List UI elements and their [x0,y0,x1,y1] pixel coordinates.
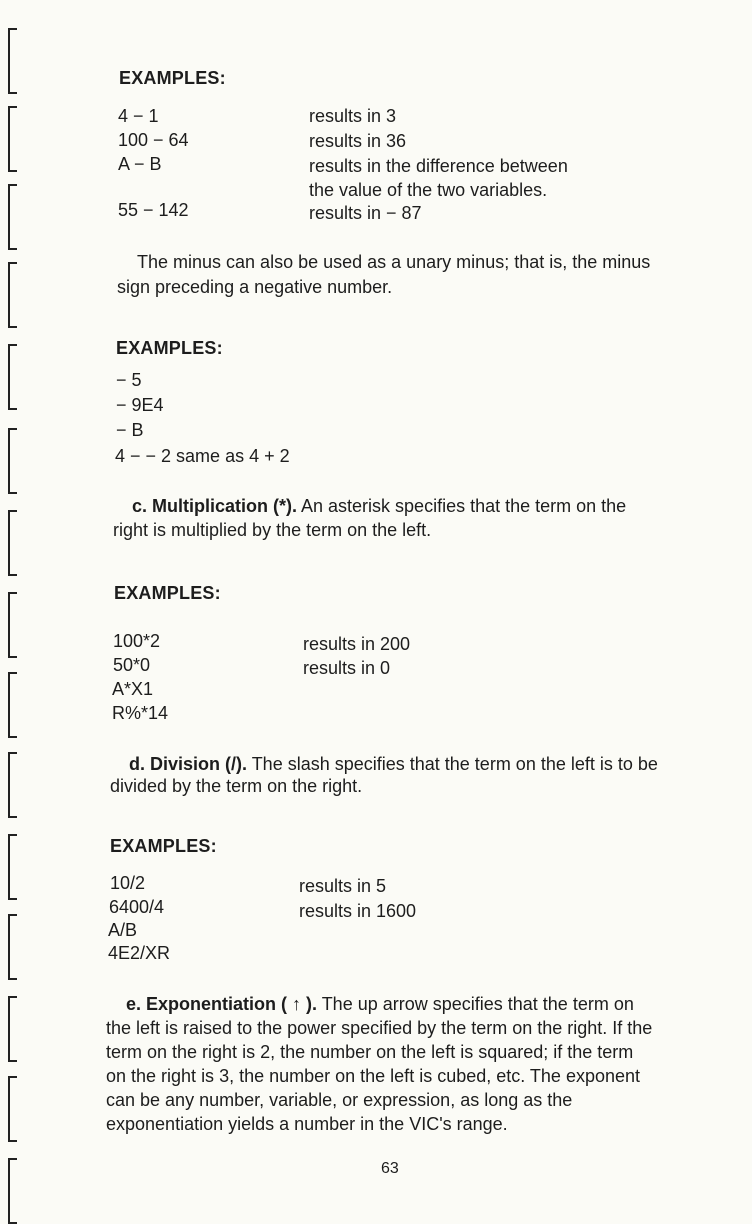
section-title: d. Division (/). [129,754,248,774]
example-expression: − 5 [116,370,142,390]
paragraph-text: The up arrow specifies that the term on [317,994,634,1014]
example-result: results in 36 [309,131,407,151]
paragraph-text: An asterisk specifies that the term on the [297,496,627,516]
binding-bracket [8,914,17,980]
binding-bracket [8,752,17,818]
example-result-continued: the value of the two variables. [309,180,548,200]
examples-heading: EXAMPLES: [114,583,221,603]
examples-heading: EXAMPLES: [116,338,223,358]
example-result: results in 0 [303,658,391,678]
example-result: results in 3 [309,106,397,126]
paragraph-line: term on the right is 2, the number on the left is squared; if the term [106,1042,634,1062]
binding-bracket [8,672,17,738]
example-expression: 4 − − 2 same as 4 + 2 [115,446,290,466]
binding-bracket [8,1158,17,1224]
page-number: 63 [381,1160,399,1177]
binding-bracket [8,1076,17,1142]
example-expression: 100 − 64 [118,130,189,150]
example-result: results in 1600 [299,901,417,921]
paragraph-line: right is multiplied by the term on the left. [113,520,432,540]
paragraph-line: divided by the term on the right. [110,776,363,796]
example-expression: A*X1 [112,679,154,699]
example-expression: A/B [108,920,138,940]
example-expression: R%*14 [112,703,169,723]
example-expression: − B [116,420,144,440]
example-expression: A − B [118,154,162,174]
paragraph-line: The minus can also be used as a unary minus; that is, the minus [137,252,651,272]
binding-margin [0,0,30,1218]
example-result: results in 200 [303,634,411,654]
binding-bracket [8,184,17,250]
example-expression: 4E2/XR [108,943,171,963]
binding-bracket [8,996,17,1062]
binding-bracket [8,510,17,576]
example-result: results in − 87 [309,203,422,223]
binding-bracket [8,28,17,94]
paragraph-line [132,494,626,518]
example-expression: 6400/4 [109,897,165,917]
section-title: c. Multiplication (*). [132,496,297,516]
binding-bracket [8,262,17,328]
examples-heading: EXAMPLES: [119,68,226,88]
example-expression: − 9E4 [116,395,164,415]
example-expression: 4 − 1 [118,106,159,126]
binding-bracket [8,428,17,494]
paragraph-line: on the right is 3, the number on the left is cubed, etc. The exponent [106,1066,641,1086]
paragraph-line: the left is raised to the power specified by the term on the right. If the [106,1018,653,1038]
binding-bracket [8,834,17,900]
binding-bracket [8,106,17,172]
paragraph-line: exponentiation yields a number in the VIC's range. [106,1114,508,1134]
examples-heading: EXAMPLES: [110,836,217,856]
example-result: results in the difference between [309,156,568,176]
paragraph-line: can be any number, variable, or expression, as long as the [106,1090,573,1110]
example-expression: 100*2 [113,631,161,651]
paragraph-text: The slash specifies that the term on the left is to be [247,754,658,774]
example-result: results in 5 [299,876,387,896]
binding-bracket [8,344,17,410]
paragraph-line: sign preceding a negative number. [117,277,393,297]
example-expression: 55 − 142 [118,200,189,220]
binding-bracket [8,592,17,658]
example-expression: 50*0 [113,655,151,675]
paragraph-line [126,992,634,1016]
section-title: e. Exponentiation ( ↑ ). [126,994,318,1014]
paragraph-line [129,752,658,776]
example-expression: 10/2 [110,873,146,893]
